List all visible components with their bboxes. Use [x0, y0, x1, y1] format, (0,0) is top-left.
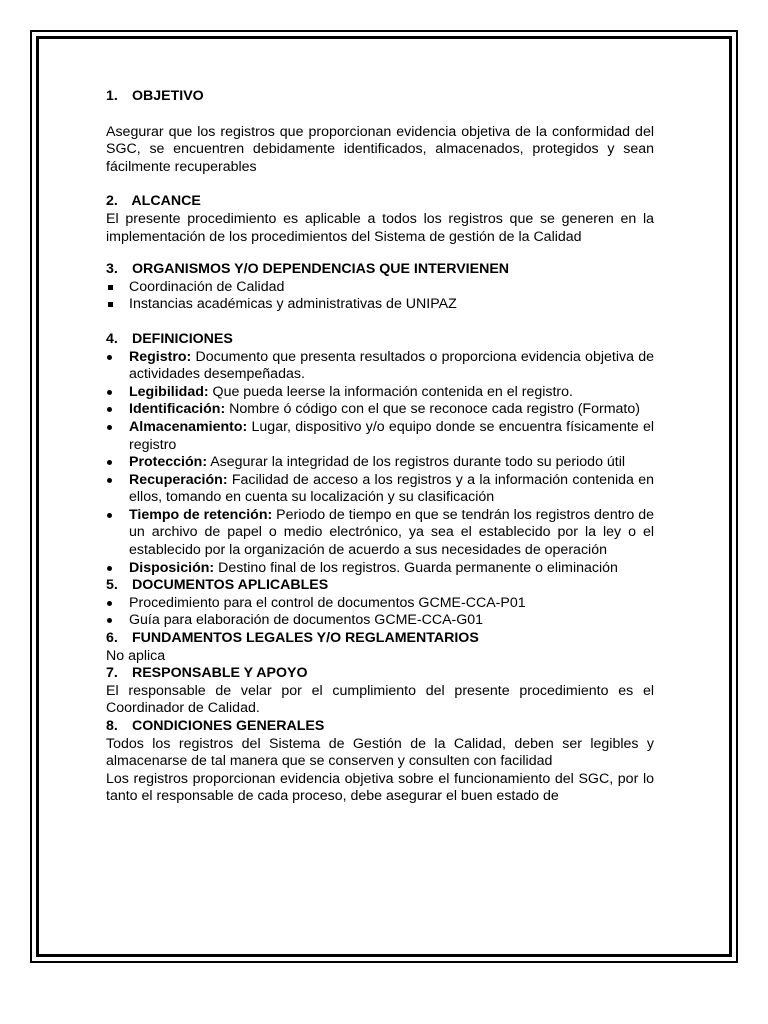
definition-item: [106, 507, 654, 560]
definition-term: Registro:: [129, 348, 192, 365]
section-1-text: Asegurar que los registros que proporcionan evidencia objetiva de la conformidad del SGC, se encuentren debidamente identificados, almacenados, protegidos y sean fácilmente recuperables: [106, 123, 654, 175]
definition-term: Legibilidad:: [129, 383, 209, 400]
list-item: Guía para elaboración de documentos GCME-CCA-G01: [106, 612, 654, 630]
section-8-text-2: Los registros proporcionan evidencia objetiva sobre el funcionamiento del SGC, por lo tanto el responsable de cada proceso, debe asegurar el buen estado de: [106, 770, 654, 805]
definition-term: Disposición:: [129, 559, 215, 576]
section-3-list: [106, 279, 654, 314]
section-5-heading: 5. DOCUMENTOS APLICABLES: [106, 577, 329, 594]
document-body: [106, 88, 654, 806]
definition-text: Nombre ó código con el que se reconoce cada registro (Formato): [225, 401, 640, 418]
definition-term: Identificación:: [129, 401, 226, 418]
definition-text: Lugar, dispositivo y/o equipo donde se encuentra físicamente el registro: [129, 418, 654, 453]
definition-text: Asegurar la integridad de los registros durante todo su periodo útil: [207, 454, 626, 471]
section-4-heading: 4. DEFINICIONES: [106, 330, 233, 347]
definition-item: [106, 384, 654, 402]
section-2-heading: 2. ALCANCE: [106, 193, 201, 210]
section-6-heading: 6. FUNDAMENTOS LEGALES Y/O REGLAMENTARIOS: [106, 630, 479, 647]
section-6-text: No aplica: [106, 647, 166, 664]
definition-text: Periodo de tiempo en que se tendrán los registros dentro de un archivo de papel o medio electrónico, ya sea el establecido por la ley o el establecido por la organización de acuerdo a sus necesidades de operación: [129, 506, 654, 559]
section-7-heading: 7. RESPONSABLE Y APOYO: [106, 665, 308, 682]
definition-text: Que pueda leerse la información contenida en el registro.: [208, 383, 573, 400]
list-item: Procedimiento para el control de documentos GCME-CCA-P01: [106, 595, 654, 613]
section-5-list: [106, 595, 654, 630]
definitions-list: [106, 349, 654, 578]
definition-text: Destino final de los registros. Guarda permanente o eliminación: [214, 559, 618, 576]
section-2-text: El presente procedimiento es aplicable a todos los registros que se generen en la implementación de los procedimientos del Sistema de gestión de la Calidad: [106, 210, 654, 245]
definition-term: Recuperación:: [129, 471, 228, 488]
definition-term: Almacenamiento:: [129, 418, 248, 435]
list-item: Instancias académicas y administrativas de UNIPAZ: [106, 296, 654, 314]
definition-term: Protección:: [129, 454, 208, 471]
definition-term: Tiempo de retención:: [129, 506, 273, 523]
section-8-heading: 8. CONDICIONES GENERALES: [106, 718, 325, 734]
section-7-text: El responsable de velar por el cumplimiento del presente procedimiento es el Coordinador de Calidad.: [106, 682, 654, 717]
definition-item: [106, 419, 654, 454]
definition-text: Documento que presenta resultados o proporciona evidencia objetiva de actividades desempeñadas.: [129, 348, 654, 383]
definition-item: [106, 349, 654, 384]
section-8-text-1: Todos los registros del Sistema de Gestión de la Calidad, deben ser legibles y almacenarse de tal manera que se conserven y consulten con facilidad: [106, 735, 654, 770]
definition-item: [106, 401, 654, 419]
section-1-heading: 1. OBJETIVO: [106, 88, 204, 104]
section-3-heading: 3. ORGANISMOS Y/O DEPENDENCIAS QUE INTERVIENEN: [106, 261, 510, 278]
list-item: Coordinación de Calidad: [106, 279, 654, 297]
definition-item: [106, 472, 654, 507]
definition-item: [106, 560, 654, 578]
definition-text: Facilidad de acceso a los registros y a la información contenida en ellos, tomando en cuenta su localización y su clasificación: [129, 471, 654, 506]
definition-item: [106, 454, 654, 472]
